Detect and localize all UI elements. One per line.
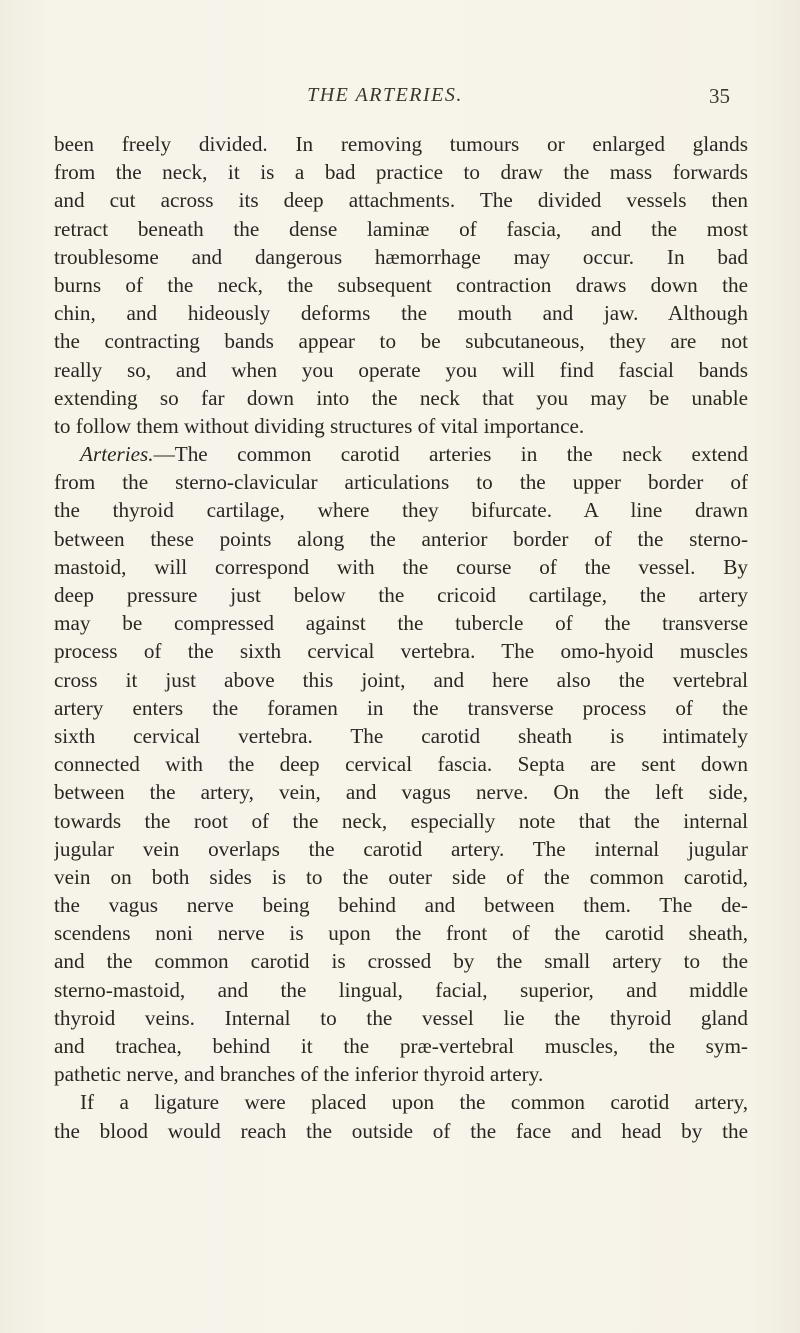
text-line: jugular vein overlaps the carotid artery. The internal jugular	[54, 836, 748, 861]
text-line: vein on both sides is to the outer side of the common carotid,	[54, 864, 748, 889]
text-line: extending so far down into the neck that you may be unable	[54, 385, 748, 410]
text-line: been freely divided. In removing tumours or enlarged glands	[54, 132, 748, 156]
text-line: artery enters the foramen in the transverse process of the	[54, 695, 748, 720]
text-line: and the common carotid is crossed by the small artery to the	[54, 949, 748, 974]
text-line: mastoid, will correspond with the course of the vessel. By	[54, 554, 748, 579]
text-line: burns of the neck, the subsequent contraction draws down the	[54, 272, 748, 297]
text-line: scendens noni nerve is upon the front of the carotid sheath,	[54, 921, 748, 946]
text-line: towards the root of the neck, especially note that the internal	[54, 808, 748, 833]
text-line: retract beneath the dense laminæ of fascia, and the most	[54, 216, 748, 241]
arteries-heading: Arteries.	[80, 442, 154, 467]
text-line: between these points along the anterior border of the sterno-	[54, 526, 748, 551]
text-line: pathetic nerve, and branches of the inferior thyroid artery.	[54, 1062, 544, 1087]
text-line: connected with the deep cervical fascia. Septa are sent down	[54, 752, 748, 777]
text-line: chin, and hideously deforms the mouth and jaw. Although	[54, 301, 748, 326]
text-line: If a ligature were placed upon the common carotid artery,	[80, 1090, 748, 1115]
text-line: may be compressed against the tubercle of the transverse	[54, 611, 748, 636]
body-text	[54, 130, 748, 1145]
text-line: the blood would reach the outside of the face and head by the	[54, 1118, 748, 1143]
text-line: troublesome and dangerous hæmorrhage may occur. In bad	[54, 244, 748, 269]
page-title: THE ARTERIES.	[307, 84, 463, 106]
arteries-paragraph-start	[54, 440, 748, 468]
text-line: between the artery, vein, and vagus nerve. On the left side,	[54, 780, 748, 805]
text-line: sterno-mastoid, and the lingual, facial, superior, and middle	[54, 977, 748, 1002]
text-line: from the sterno-clavicular articulations to the upper border of	[54, 470, 748, 495]
text-line: the contracting bands appear to be subcutaneous, they are not	[54, 329, 748, 354]
text-line: sixth cervical vertebra. The carotid sheath is intimately	[54, 723, 748, 748]
text-line: cross it just above this joint, and here also the vertebral	[54, 667, 748, 692]
text-line: and cut across its deep attachments. The divided vessels then	[54, 188, 748, 213]
text-line: the thyroid cartilage, where they bifurcate. A line drawn	[54, 498, 748, 523]
text-line: from the neck, it is a bad practice to draw the mass forwards	[54, 160, 748, 185]
text-line: deep pressure just below the cricoid cartilage, the artery	[54, 583, 748, 607]
text-line: thyroid veins. Internal to the vessel lie the thyroid gland	[54, 1005, 748, 1030]
arteries-first-line: —The common carotid arteries in the neck extend	[153, 442, 748, 467]
text-line: and trachea, behind it the præ-vertebral muscles, the sym-	[54, 1034, 748, 1058]
running-head	[0, 84, 800, 114]
page-number: 35	[709, 84, 730, 108]
text-line: the vagus nerve being behind and between them. The de-	[54, 893, 748, 918]
text-line: to follow them without dividing structures of vital importance.	[54, 413, 585, 438]
text-line: process of the sixth cervical vertebra. The omo-hyoid muscles	[54, 639, 748, 664]
text-line: really so, and when you operate you will find fascial bands	[54, 357, 748, 382]
